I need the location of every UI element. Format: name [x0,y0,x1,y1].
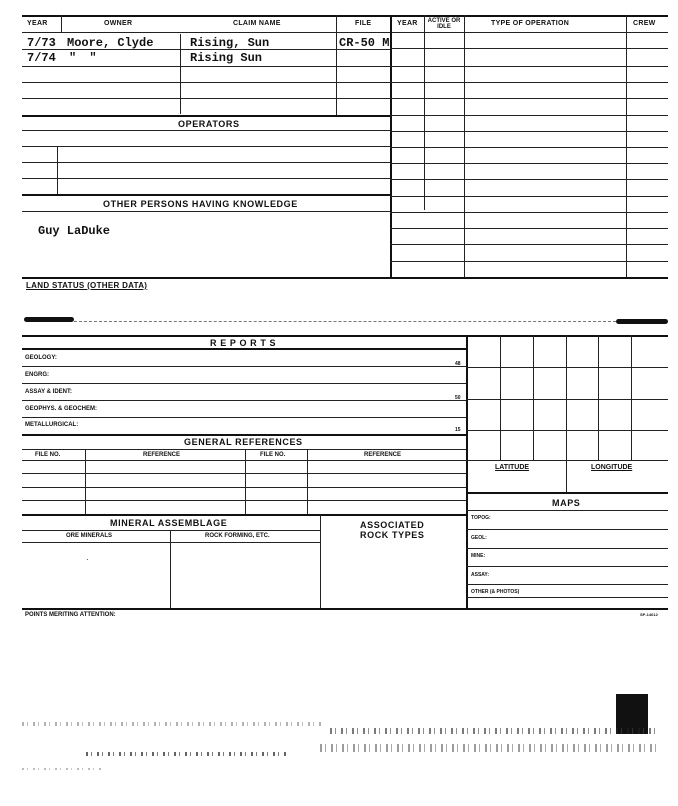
grid-line [566,335,567,493]
entry-1-claim: Rising, Sun [190,36,270,50]
entry-2-year: 7/74 [27,51,56,65]
divider [424,15,425,210]
row-line [466,584,668,585]
row-line [22,178,390,179]
divider [390,15,392,277]
divider [464,15,465,277]
gr-reference: REFERENCE [143,452,181,458]
row-line [22,487,466,488]
row-line [22,194,390,196]
divider [320,514,321,608]
longitude-label: LONGITUDE [591,464,633,471]
report-geophys: GEOPHYS. & GEOCHEM: [25,406,98,412]
row-line [466,548,668,549]
col-claim-name: CLAIM NAME [233,20,281,27]
report-metallurgical-num: 15 [455,427,461,433]
report-engrg: ENGRG: [25,372,49,378]
row-line [22,383,466,384]
row-line [390,48,668,49]
report-geology: GEOLOGY: [25,355,57,361]
row-line [390,163,668,164]
row-line [22,473,466,474]
divider [170,530,171,608]
row-line [390,244,668,245]
operators-title: OPERATORS [178,119,240,129]
row-line [22,66,668,67]
associated-line2: ROCK TYPES [360,530,425,540]
ink-smudge [616,319,668,324]
divider [466,335,468,609]
row-line [22,146,390,147]
gr-file-no: FILE NO. [35,452,61,458]
divider [626,15,627,277]
scan-noise [86,752,286,756]
row-line [466,529,668,530]
report-assay: ASSAY & IDENT: [25,389,73,395]
scan-noise [320,744,660,752]
latitude-label: LATITUDE [495,464,530,471]
row-line [22,500,466,501]
col-year: YEAR [27,20,48,27]
grid-line [500,335,501,460]
divider [85,449,86,514]
dot-mark: · [86,555,89,564]
knowledge-title: OTHER PERSONS HAVING KNOWLEDGE [103,199,298,209]
row-line [22,98,668,99]
maps-title: MAPS [552,498,581,508]
row-line [466,510,668,511]
row-line [22,530,320,531]
row-line [390,179,668,180]
entry-1-file: CR-50 M [339,36,390,50]
row-line [22,130,390,131]
points-label: POINTS MERITING ATTENTION: [25,612,116,618]
grid-line [533,335,534,460]
grid-line [466,460,668,461]
col-type-of-operation: TYPE OF OPERATION [491,20,570,27]
row-line [22,211,390,212]
row-line [22,400,466,401]
divider [180,34,181,114]
associated-line1: ASSOCIATED [360,520,425,530]
reports-top-border [22,335,668,337]
map-mine: MINE: [471,553,486,559]
entry-1-owner: Moore, Clyde [67,36,154,50]
general-references-title: GENERAL REFERENCES [184,437,303,447]
gr-reference-2: REFERENCE [364,452,402,458]
row-line [22,417,466,418]
row-line [22,434,466,436]
row-line [22,82,668,83]
mineral-title: MINERAL ASSEMBLAGE [110,518,228,528]
map-assay: ASSAY: [471,572,490,578]
row-line [390,131,668,132]
reports-title: R E P O R T S [210,338,277,348]
row-line [22,449,466,450]
col-owner: OWNER [104,20,133,27]
row-line [22,366,466,367]
row-line [22,49,390,50]
row-line [22,277,668,279]
form-code: SP-14612 [640,612,658,617]
row-line [390,212,668,213]
report-assay-num: 50 [455,395,461,401]
divider [61,15,62,33]
top-border [22,15,668,17]
row-line [22,460,466,461]
row-line [390,147,668,148]
bottom-border [22,608,668,610]
row-line [466,597,668,598]
row-line [390,115,668,116]
scan-noise [330,728,660,734]
scan-noise [22,768,102,770]
ink-smudge [24,317,74,322]
row-line [466,492,668,494]
grid-line [631,335,632,460]
row-line [22,162,390,163]
ore-minerals: ORE MINERALS [66,533,113,539]
divider [57,146,58,194]
row-line [22,115,390,117]
grid-line [466,367,668,368]
row-line [390,196,668,197]
grid-line [466,399,668,400]
rock-forming: ROCK FORMING, ETC. [205,533,270,539]
col-crew: CREW [633,20,656,27]
row-line [466,566,668,567]
row-line [390,228,668,229]
row-line [74,321,616,322]
map-geol: GEOL: [471,535,487,541]
row-line [22,348,466,350]
row-line [390,261,668,262]
divider [307,449,308,514]
grid-line [466,430,668,431]
grid-line [598,335,599,460]
col-year-2: YEAR [397,20,418,27]
divider [245,449,246,514]
entry-2-claim: Rising Sun [190,51,263,65]
report-metallurgical: METALLURGICAL: [25,422,79,428]
land-status-label: LAND STATUS (OTHER DATA) [26,281,148,290]
row-line [22,514,466,516]
scan-noise [22,722,322,726]
map-topog: TOPOG: [471,515,491,521]
gr-file-no-2: FILE NO. [260,452,286,458]
entry-2-owner: " " [69,51,100,65]
row-line [22,542,320,543]
map-other: OTHER (& PHOTOS) [471,589,520,595]
col-file: FILE [355,20,372,27]
entry-1-year: 7/73 [27,36,56,50]
knowledge-person: Guy LaDuke [38,224,111,238]
header-divider [22,32,668,33]
col-active-or-idle: ACTIVE OR IDLE [427,18,461,30]
report-geology-num: 48 [455,361,461,367]
divider [336,15,337,115]
